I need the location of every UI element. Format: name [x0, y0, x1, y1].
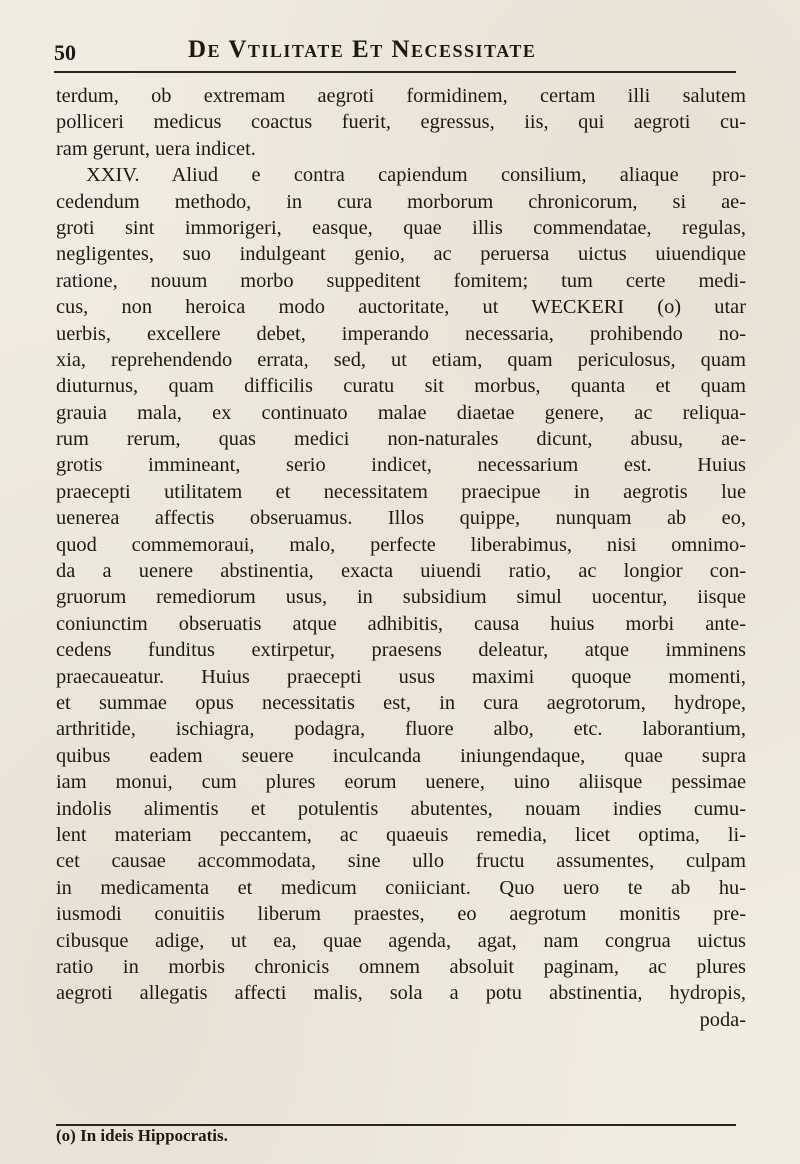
text-line: da a uenere abstinentia, exacta uiuendi ratio, ac longior con- — [56, 560, 746, 583]
body-text — [56, 83, 746, 1033]
text-line: arthritide, ischiagra, podagra, fluore albo, etc. laborantium, — [56, 718, 746, 741]
text-line: cet causae accommodata, sine ullo fructu assumentes, culpam — [56, 850, 746, 873]
text-line: terdum, ob extremam aegroti formidinem, certam illi salutem — [56, 85, 746, 107]
text-line: iam monui, cum plures eorum uenere, uino aliisque pessimae — [56, 771, 746, 794]
page-number: 50 — [54, 40, 76, 65]
text-line: in medicamenta et medicum coniiciant. Quo uero te ab hu- — [56, 876, 746, 899]
text-line: ratio in morbis chronicis omnem absoluit paginam, ac plures — [56, 955, 746, 978]
text-line: indolis alimentis et potulentis abutentes, nouam indies cumu- — [56, 797, 746, 820]
footnote: (o) In ideis Hippocratis. — [56, 1126, 228, 1145]
text-line: cus, non heroica modo auctoritate, ut WECKERI (o) utar — [56, 296, 746, 319]
text-line: et summae opus necessitatis est, in cura aegrotorum, hydrope, — [56, 691, 746, 714]
text-line: gruorum remediorum usus, in subsidium simul uocentur, iisque — [56, 586, 746, 609]
text-line: ram gerunt, uera indicet. — [56, 137, 256, 160]
header-rule — [54, 71, 736, 73]
text-line: praecepti utilitatem et necessitatem praecipue in aegrotis lue — [56, 480, 746, 503]
page-header — [54, 34, 734, 74]
text-line: praecaueatur. Huius praecepti usus maximi quoque momenti, — [56, 665, 746, 688]
text-line: coniunctim obseruatis atque adhibitis, causa huius morbi ante- — [56, 612, 746, 635]
text-line: rum rerum, quas medici non-naturales dicunt, abusu, ae- — [56, 428, 746, 451]
text-line: XXIV. Aliud e contra capiendum consilium, aliaque pro- — [86, 164, 746, 187]
text-line: iusmodi conuitiis liberum praestes, eo aegrotum monitis pre- — [56, 903, 746, 926]
text-line: polliceri medicus coactus fuerit, egressus, iis, qui aegroti cu- — [56, 111, 746, 134]
text-line: grauia mala, ex continuato malae diaetae genere, ac reliqua- — [56, 401, 746, 424]
text-line: diuturnus, quam difficilis curatu sit morbus, quanta et quam — [56, 375, 746, 398]
text-line: uenerea affectis obseruamus. Illos quippe, nunquam ab eo, — [56, 507, 746, 530]
text-line: lent materiam peccantem, ac quaeuis remedia, licet optima, li- — [56, 823, 746, 846]
text-line: cedens funditus extirpetur, praesens deleatur, atque imminens — [56, 639, 746, 662]
text-line: ratione, nouum morbo suppeditent fomitem; tum certe medi- — [56, 269, 746, 292]
text-line: groti sint immorigeri, easque, quae illis commendatae, regulas, — [56, 216, 746, 239]
text-line: negligentes, suo indulgeant genio, ac peruersa uictus uiuendique — [56, 243, 746, 266]
text-line: uerbis, excellere debet, imperando necessaria, prohibendo no- — [56, 322, 746, 345]
running-head: De Vtilitate Et Necessitate — [188, 36, 537, 63]
text-line: cedendum methodo, in cura morborum chronicorum, si ae- — [56, 190, 746, 213]
text-line: quod commemoraui, malo, perfecte liberabimus, nisi omnimo- — [56, 533, 746, 556]
text-line: xia, reprehendendo errata, sed, ut etiam, quam periculosus, quam — [56, 348, 746, 371]
catchword: poda- — [699, 1008, 746, 1031]
text-line: aegroti allegatis affecti malis, sola a potu abstinentia, hydropis, — [56, 982, 746, 1005]
text-line: cibusque adige, ut ea, quae agenda, agat, nam congrua uictus — [56, 929, 746, 952]
text-line: quibus eadem seuere inculcanda iniungendaque, quae supra — [56, 744, 746, 767]
text-line: grotis immineant, serio indicet, necessarium est. Huius — [56, 454, 746, 477]
